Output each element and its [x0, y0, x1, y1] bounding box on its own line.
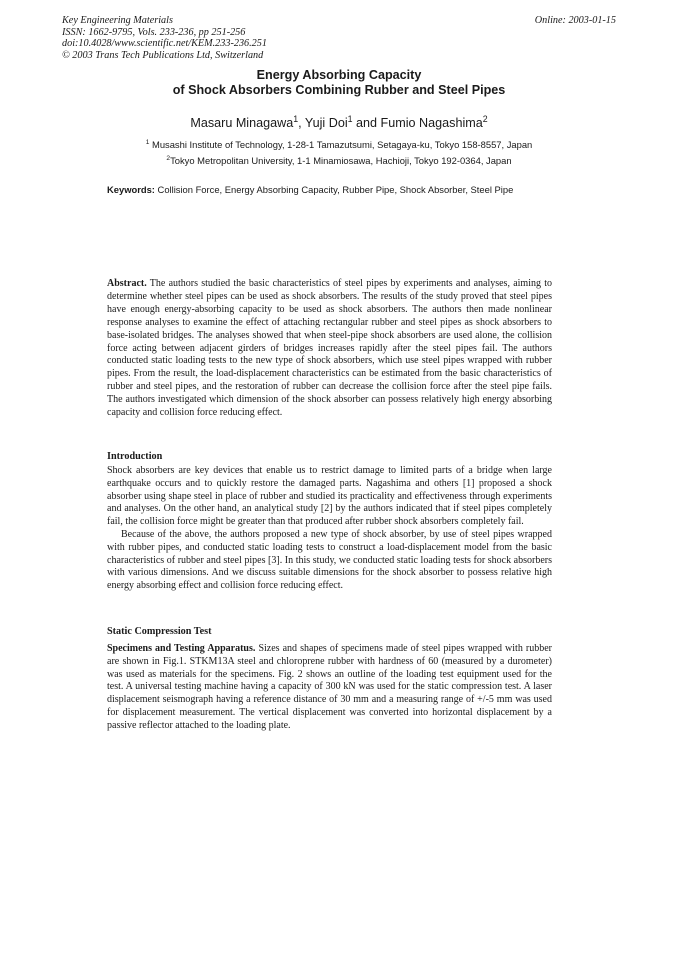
- title-line-2: of Shock Absorbers Combining Rubber and Steel Pipes: [172, 82, 506, 97]
- online-date: Online: 2003-01-15: [534, 15, 616, 26]
- issn-line: ISSN: 1662-9795, Vols. 233-236, pp 251-256: [62, 26, 246, 38]
- author-name: Yuji Doi: [304, 116, 348, 130]
- abstract-label: Abstract.: [107, 278, 147, 289]
- affiliation-list: [0, 137, 678, 170]
- doi-line[interactable]: doi:10.4028/www.scientific.net/KEM.233-236.251: [62, 38, 267, 50]
- author-affiliation-mark: 2: [482, 113, 488, 124]
- journal-name: Key Engineering Materials: [62, 15, 173, 26]
- author-affiliation-mark: 1: [293, 113, 299, 124]
- static-test-heading: Static Compression Test: [107, 626, 212, 637]
- introduction-paragraph: Because of the above, the authors proposed a new type of shock absorber, by use of steel pipes wrapped with rubber pipes, and conducted static loading tests to construct a load-displacement model from the basic characteristics of rubber and steel pipes [3]. In this study, we conducted static loading tests for shock absorbers with various dimensions. And we discuss suitable dimensions for the shock absorber to possess relative high energy absorbing effect and collision force reducing effect.: [107, 528, 552, 592]
- author-separator: and: [352, 116, 381, 130]
- affiliation-text: Tokyo Metropolitan University, 1-1 Minamiosawa, Hachioji, Tokyo 192-0364, Japan: [170, 155, 512, 167]
- author-name: Masaru Minagawa: [190, 116, 294, 130]
- journal-header: [62, 15, 267, 61]
- introduction-body: [107, 465, 552, 593]
- static-test-text: Sizes and shapes of specimens made of steel pipes wrapped with rubber are shown in Fig.1. STKM13A steel and chloroprene rubber with hardness of 60 (measured by a durometer) was used as materials for the specimens. Fig. 2 shows an outline of the loading test equipment used for the test. A universal testing machine having a capacity of 300 kN was used for the static compression test. A laser displacement seismograph having a reference distance of 30 mm and a measuring range of +/-5 mm was used for displacement measurement. The vertical displacement was converted into horizontal displacement by a passive reflector attached to the loading plate.: [107, 643, 552, 731]
- affiliation-mark: 1: [145, 138, 150, 146]
- keywords-line: [107, 184, 577, 195]
- abstract-paragraph: [107, 278, 552, 420]
- author-separator: ,: [298, 116, 305, 130]
- abstract-text: The authors studied the basic characteristics of steel pipes by experiments and analyses, aiming to determine whether steel pipes can be used as shock absorbers. The results of the study proved that steel pipes have enough energy-absorbing capacity to be used as shock absorbers. The authors then made nonlinear response analyses to examine the effect of attaching rectangular rubber and steel pipes as shock absorbers to base-isolated bridges. The analyses showed that when steel-pipe shock absorbers are used alone, the collision force acting between adjacent girders of bridges increases rapidly after the steel pipes fail. The authors conducted static loading tests to the new type of shock absorbers, which use steel pipes wrapped with rubber pipes. From the result, the load-displacement characteristics can be estimated from the basic characteristics of rubber and steel pipes, and the restoration of rubber can decrease the collision force after the steel pipe fails. The authors investigated which dimension of the shock absorber can possess relatively high energy absorbing capacity and collision force reducing effect.: [107, 278, 552, 419]
- copyright-line: © 2003 Trans Tech Publications Ltd, Switzerland: [62, 49, 264, 61]
- keywords-label: Keywords:: [107, 184, 155, 195]
- static-test-paragraph: [107, 643, 552, 733]
- affiliation-item: [0, 153, 678, 169]
- affiliation-item: [0, 137, 678, 153]
- author-list: [0, 113, 678, 130]
- introduction-heading: Introduction: [107, 451, 163, 462]
- author-affiliation-mark: 1: [347, 113, 353, 124]
- affiliation-mark: 2: [166, 155, 171, 163]
- author-name: Fumio Nagashima: [380, 116, 483, 130]
- affiliation-text: Musashi Institute of Technology, 1-28-1 Tamazutsumi, Setagaya-ku, Tokyo 158-8557, Japan: [149, 139, 533, 150]
- introduction-paragraph: Shock absorbers are key devices that enable us to restrict damage to limited parts of a bridge when large earthquake occurs and to quickly restore the damaged parts. Nagashima and others [1] proposed a shock absorber using shape steel in place of rubber and studied its practicality and effectiveness through experiments and analyses. On the other hand, an analytical study [2] by the authors indicated that if steel pipes completely fail, the collision force might be greater than that produced after rubber shock absorbers completely fail.: [107, 465, 552, 528]
- keywords-text: Collision Force, Energy Absorbing Capacity, Rubber Pipe, Shock Absorber, Steel Pipe: [154, 184, 514, 195]
- title-line-1: Energy Absorbing Capacity: [256, 68, 422, 82]
- specimens-subheading: Specimens and Testing Apparatus.: [107, 643, 256, 654]
- paper-title: [0, 68, 678, 97]
